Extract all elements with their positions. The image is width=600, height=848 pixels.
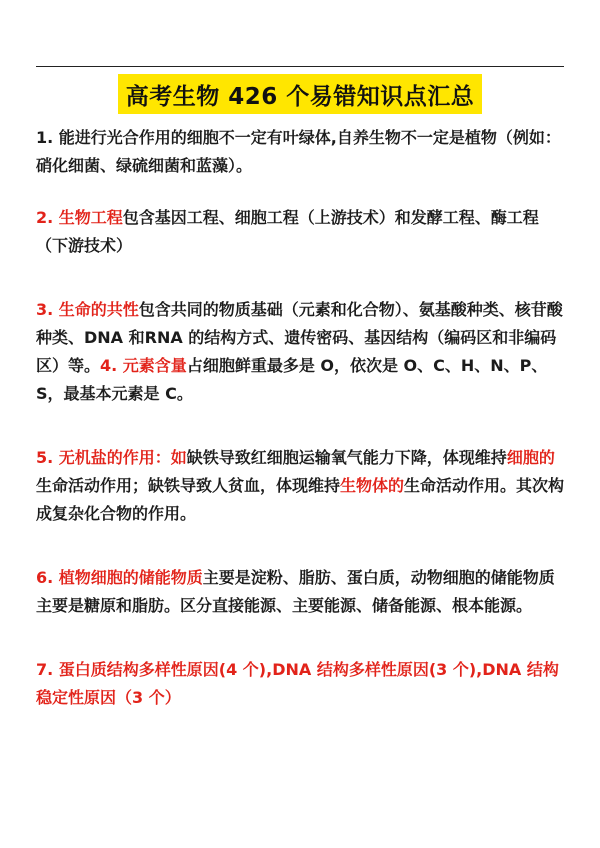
item-5-text-a: 缺铁导致红细胞运输氧气能力下降，体现维持: [186, 448, 507, 467]
item-5-text-c: 生命活动作用。其次构成复杂化合物的作用。: [36, 476, 565, 523]
item-7-heading: 7. 蛋白质结构多样性原因(4 个),DNA 结构多样性原因(3 个),DNA 结构稳定性原因（3 个）: [36, 660, 559, 707]
page-title: 高考生物 426 个易错知识点汇总: [118, 74, 482, 114]
list-item-1: [36, 124, 566, 180]
item-2-heading: 2. 生物工程: [36, 208, 123, 227]
item-6-text: 主要是淀粉、脂肪、蛋白质，动物细胞的储能物质主要是糖原和脂肪。区分直接能源、主要能源、储备能源、根本能源。: [36, 568, 555, 615]
document-body: [36, 124, 566, 712]
list-item-3-4: [36, 296, 566, 408]
item-5-heading: 5. 无机盐的作用：如: [36, 448, 187, 467]
item-5-highlight-a: 细胞的: [506, 448, 555, 467]
item-4-text: 占细胞鲜重最多是 O，依次是 O、C、H、N、P、S，最基本元素是 C。: [36, 356, 548, 403]
item-6-heading: 6. 植物细胞的储能物质: [36, 568, 203, 587]
list-item-2: [36, 204, 566, 260]
item-5-highlight-b: 生物体的: [340, 476, 405, 495]
item-3-text: 包含共同的物质基础（元素和化合物）、氨基酸种类、核苷酸种类、DNA 和RNA 的结构方式、遗传密码、基因结构（编码区和非编码区）等。: [36, 300, 563, 375]
item-1-text: 1. 能进行光合作用的细胞不一定有叶绿体,自养生物不一定是植物（例如：硝化细菌、绿硫细菌和蓝藻）。: [36, 128, 561, 175]
list-item-7: [36, 656, 566, 712]
top-rule: [36, 66, 564, 67]
item-5-text-b: 生命活动作用；缺铁导致人贫血，体现维持: [36, 476, 341, 495]
list-item-6: [36, 564, 566, 620]
list-item-5: [36, 444, 566, 528]
item-3-heading: 3. 生命的共性: [36, 300, 139, 319]
item-4-heading: 4. 元素含量: [100, 356, 187, 375]
item-2-text: 包含基因工程、细胞工程（上游技术）和发酵工程、酶工程（下游技术）: [36, 208, 539, 255]
